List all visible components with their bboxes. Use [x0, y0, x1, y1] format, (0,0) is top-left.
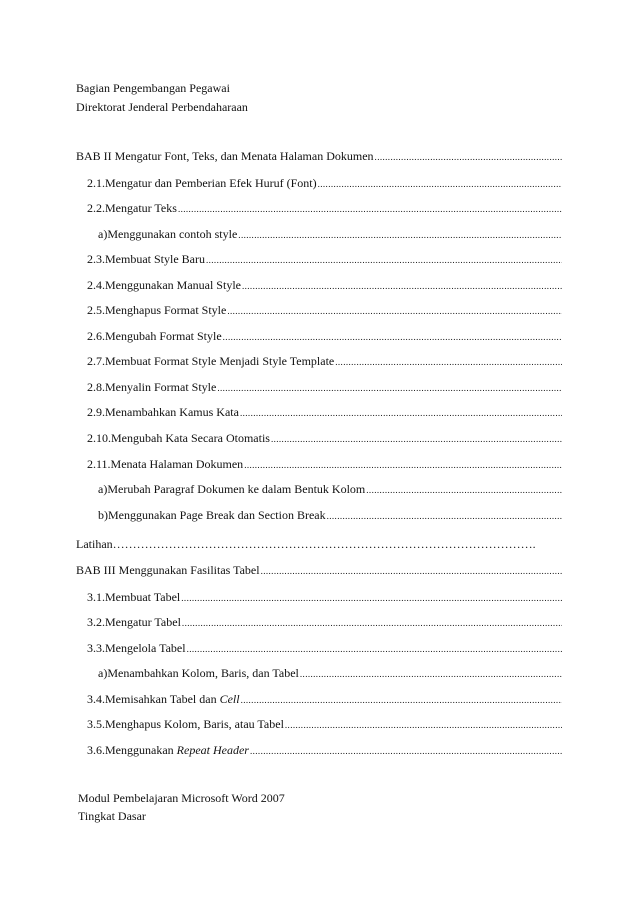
- toc-entry-label: 3.1.Membuat Tabel: [87, 590, 181, 604]
- toc-dot-leader: [375, 150, 562, 165]
- toc-dot-leader: [271, 432, 562, 447]
- toc-dot-leader: [238, 228, 562, 243]
- toc-entry[interactable]: [87, 380, 562, 396]
- toc-entry-label: 2.11.Menata Halaman Dokumen: [87, 457, 244, 471]
- header-line-1: Bagian Pengembangan Pegawai: [76, 81, 230, 95]
- toc-entry[interactable]: [87, 615, 562, 631]
- toc-entry[interactable]: [98, 666, 562, 682]
- toc-dot-leader: [318, 177, 562, 192]
- latihan-label: Latihan: [76, 537, 113, 551]
- toc-dot-leader: [366, 483, 562, 498]
- toc-dot-leader: [181, 591, 562, 606]
- toc-entry[interactable]: [87, 176, 562, 192]
- toc-entry-label: BAB II Mengatur Font, Teks, dan Menata Halaman Dokumen: [76, 149, 374, 163]
- toc-dot-leader: [240, 406, 562, 421]
- toc-entry[interactable]: [87, 303, 562, 319]
- toc-dot-leader: [242, 279, 562, 294]
- toc-entry[interactable]: [87, 278, 562, 294]
- toc-dot-leader: [250, 744, 562, 759]
- footer-line-2: Tingkat Dasar: [78, 809, 146, 823]
- toc-entry-label: 2.2.Mengatur Teks: [87, 201, 177, 215]
- toc-entry[interactable]: [87, 201, 562, 217]
- toc-entry-label: b)Menggunakan Page Break dan Section Break: [98, 508, 326, 522]
- toc-entry-label: a)Merubah Paragraf Dokumen ke dalam Bentuk Kolom: [98, 482, 366, 496]
- header-line-2: Direktorat Jenderal Perbendaharaan: [76, 100, 248, 114]
- toc-entry[interactable]: [87, 717, 562, 733]
- toc-dot-leader: [244, 458, 562, 473]
- footer-line-1: Modul Pembelajaran Microsoft Word 2007: [78, 791, 285, 805]
- toc-entry-label: 2.4.Menggunakan Manual Style: [87, 278, 241, 292]
- toc-dot-leader: [241, 693, 562, 708]
- toc-entry-label: 3.3.Mengelola Tabel: [87, 641, 186, 655]
- toc-entry-label: a)Menggunakan contoh style: [98, 227, 238, 241]
- toc-entry[interactable]: [87, 457, 562, 473]
- toc-entry-label: 2.7.Membuat Format Style Menjadi Style Template: [87, 354, 335, 368]
- toc-entry-label: 3.4.Memisahkan Tabel dan Cell: [87, 692, 240, 706]
- toc-entry-label: 3.5.Menghapus Kolom, Baris, atau Tabel: [87, 717, 284, 731]
- toc-dot-leader: [187, 642, 562, 657]
- toc-entry[interactable]: [87, 329, 562, 345]
- toc-dot-leader: [285, 718, 562, 733]
- toc-entry[interactable]: [76, 563, 562, 579]
- toc-dot-leader: [182, 616, 562, 631]
- toc-entry-label: 3.6.Menggunakan Repeat Header: [87, 743, 249, 757]
- toc-dot-leader: [300, 667, 562, 682]
- toc-entry[interactable]: [87, 743, 562, 759]
- toc-entry[interactable]: [98, 508, 562, 524]
- toc-dot-leader: [223, 330, 562, 345]
- toc-dot-leader: [227, 304, 562, 319]
- toc-dot-leader: [261, 564, 562, 579]
- latihan-entry[interactable]: [76, 537, 536, 552]
- toc-entry[interactable]: [87, 692, 562, 708]
- toc-entry-label: BAB III Menggunakan Fasilitas Tabel: [76, 563, 260, 577]
- latihan-dot-leader: …………………………………………………………………………………………….: [112, 537, 536, 551]
- toc-dot-leader: [327, 509, 562, 524]
- toc-entry[interactable]: [87, 590, 562, 606]
- toc-entry-label: 2.6.Mengubah Format Style: [87, 329, 222, 343]
- toc-dot-leader: [206, 253, 562, 268]
- toc-entry-label: 2.8.Menyalin Format Style: [87, 380, 217, 394]
- toc-entry-label: a)Menambahkan Kolom, Baris, dan Tabel: [98, 666, 299, 680]
- toc-entry-label: 2.10.Mengubah Kata Secara Otomatis: [87, 431, 270, 445]
- toc-entry[interactable]: [98, 482, 562, 498]
- toc-entry-label: 2.9.Menambahkan Kamus Kata: [87, 405, 239, 419]
- toc-dot-leader: [178, 202, 562, 217]
- toc-entry[interactable]: [87, 641, 562, 657]
- toc-entry[interactable]: [87, 405, 562, 421]
- toc-entry-label: 2.1.Mengatur dan Pemberian Efek Huruf (Font): [87, 176, 317, 190]
- toc-entry-label: 3.2.Mengatur Tabel: [87, 615, 181, 629]
- toc-entry-label: 2.5.Menghapus Format Style: [87, 303, 227, 317]
- toc-dot-leader: [335, 355, 562, 370]
- toc-entry[interactable]: [87, 354, 562, 370]
- toc-entry-label: 2.3.Membuat Style Baru: [87, 252, 205, 266]
- toc-entry[interactable]: [76, 149, 562, 165]
- toc-entry[interactable]: [87, 252, 562, 268]
- toc-dot-leader: [217, 381, 562, 396]
- toc-entry[interactable]: [98, 227, 562, 243]
- toc-entry[interactable]: [87, 431, 562, 447]
